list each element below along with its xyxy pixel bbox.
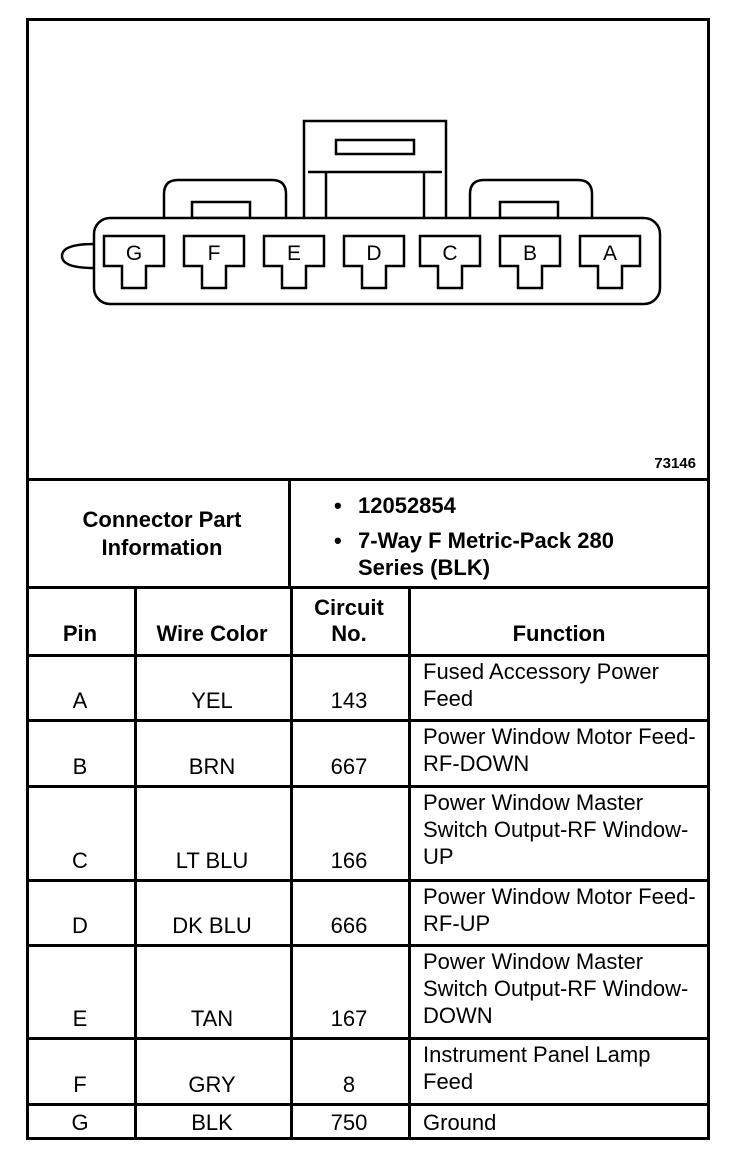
connector-series: • 7-Way F Metric-Pack 280 Series (BLK): [334, 527, 678, 581]
cell-circuit: [290, 786, 408, 880]
cell-pin: [26, 1038, 134, 1104]
cell-wire-color: [134, 880, 290, 945]
cell-wire-color-value: LT BLU: [175, 848, 249, 873]
cell-pin-value: G: [71, 1109, 89, 1135]
cell-wire-color-value: GRY: [188, 1072, 236, 1097]
connector-part-info-label-text: Connector Part Information: [82, 507, 242, 560]
header-wire-color-text: Wire Color: [156, 621, 268, 646]
pin-label-c: C: [442, 242, 458, 265]
cell-circuit-value: 666: [330, 913, 368, 938]
cell-function-value: Fused Accessory Power Feed: [423, 659, 659, 711]
cell-circuit: [290, 1104, 408, 1140]
cell-circuit-value: 167: [330, 1006, 368, 1031]
cell-function: [411, 658, 707, 719]
cell-circuit-value: 143: [330, 688, 368, 713]
part-number: • 12052854: [334, 492, 694, 519]
pin-label-f: F: [207, 242, 221, 265]
cell-circuit-value: 166: [330, 848, 368, 873]
cell-pin: [26, 786, 134, 880]
cell-circuit: [290, 655, 408, 720]
cell-function: [411, 948, 707, 1037]
pin-label-a: A: [602, 242, 618, 265]
cell-wire-color: [134, 1104, 290, 1140]
header-pin: [26, 589, 134, 655]
cell-circuit: [290, 880, 408, 945]
connector-part-info-values: [334, 492, 694, 584]
cell-wire-color: [134, 1038, 290, 1104]
connector-drawing: [26, 18, 710, 480]
cell-function: [411, 1109, 707, 1141]
cell-wire-color: [134, 786, 290, 880]
cell-pin-value: D: [72, 913, 88, 938]
connector-part-info-label: [40, 481, 284, 587]
cell-pin-value: B: [72, 754, 88, 779]
cell-pin-value: A: [72, 688, 88, 713]
diagram-reference-number: 73146: [654, 455, 696, 472]
header-wire-color: [134, 589, 290, 655]
cell-function-value: Power Window Master Switch Output-RF Window-UP: [423, 790, 689, 869]
cell-function: [411, 723, 707, 785]
cell-pin: [26, 655, 134, 720]
cell-pin: [26, 880, 134, 945]
header-circuit-line2: No.: [331, 621, 367, 646]
header-function-text: Function: [512, 621, 606, 646]
pin-label-b: B: [522, 242, 538, 265]
cell-pin: [26, 720, 134, 786]
cell-circuit-value: 750: [330, 1109, 368, 1135]
header-circuit-line1: Circuit: [314, 595, 384, 620]
cell-pin: [26, 1104, 134, 1140]
cell-circuit: [290, 720, 408, 786]
cell-function: [411, 1041, 707, 1103]
header-pin-text: Pin: [62, 621, 98, 646]
cell-function: [411, 883, 707, 944]
cell-function-value: Power Window Master Switch Output-RF Window-DOWN: [423, 949, 689, 1028]
cell-circuit-value: 667: [330, 754, 368, 779]
header-function: [408, 589, 710, 655]
cell-function-value: Power Window Motor Feed-RF-DOWN: [423, 724, 696, 776]
cell-wire-color: [134, 655, 290, 720]
cell-circuit: [290, 945, 408, 1038]
cell-wire-color-value: BLK: [191, 1109, 233, 1135]
cell-wire-color-value: YEL: [191, 688, 233, 713]
cell-circuit-value: 8: [342, 1072, 356, 1097]
cell-circuit: [290, 1038, 408, 1104]
header-circuit-no: [290, 589, 408, 655]
cell-function-value: Ground: [423, 1110, 497, 1135]
cell-wire-color: [134, 720, 290, 786]
pin-label-e: E: [286, 242, 302, 265]
cell-pin: [26, 945, 134, 1038]
cell-pin-value: E: [72, 1006, 88, 1031]
cell-wire-color-value: DK BLU: [172, 913, 252, 938]
cell-function-value: Power Window Motor Feed-RF-UP: [423, 884, 696, 936]
cell-function: [411, 789, 707, 879]
cell-pin-value: F: [73, 1072, 87, 1097]
cell-wire-color-value: TAN: [190, 1006, 234, 1031]
pin-label-g: G: [125, 242, 143, 265]
cell-pin-value: C: [72, 848, 88, 873]
pin-label-d: D: [366, 242, 382, 265]
cell-wire-color: [134, 945, 290, 1038]
cell-wire-color-value: BRN: [188, 754, 236, 779]
connector-diagram: [26, 18, 710, 480]
cell-function-value: Instrument Panel Lamp Feed: [423, 1042, 651, 1094]
divider: [288, 481, 291, 587]
